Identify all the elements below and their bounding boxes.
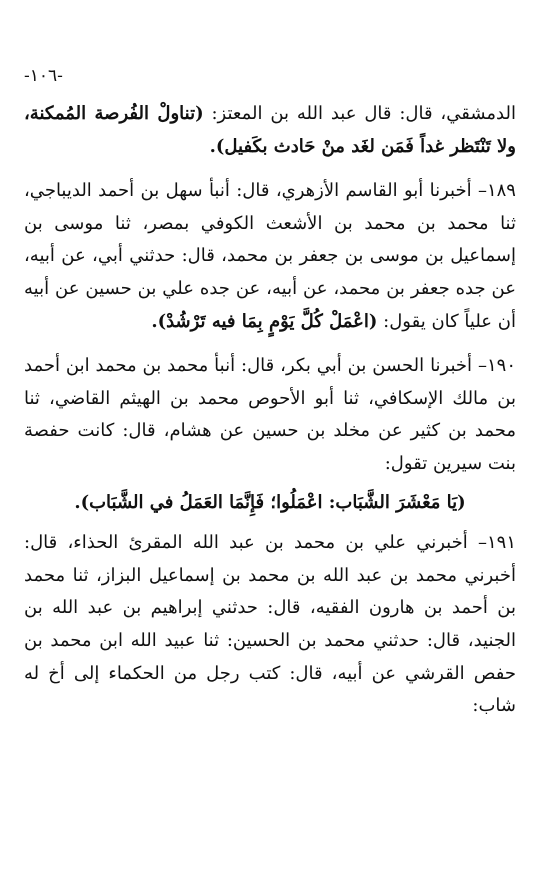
paragraph-text: الدمشقي، قال: قال عبد الله بن المعتز: [203,103,516,124]
paragraph-189 [24,175,516,338]
hadith-number: ١٩٠– [477,355,516,377]
quoted-saying: (تناولْ الفُرصة المُمكنة، ولا تَنْتَظر غداً فَمَن لغَد منْ حَادث بكَفيل). [24,103,516,157]
hadith-number: ١٩١– [477,532,516,554]
page-number: -١٠٦- [24,66,63,86]
paragraph-text: أخبرني علي بن محمد بن عبد الله المقرئ الحذاء، قال: أخبرني محمد بن عبد الله بن محمد بن إسماعيل البزاز، ثنا محمد بن أحمد بن هارون الفقيه، قال: حدثني إبراهيم بن عبد الله بن الجنيد، قال: حدثني محمد بن الحسين: ثنا عبيد الله ابن محمد بن حفص القرشي عن أبيه، قال: كتب رجل من الحكماء إلى أخ له شاب: [24,532,516,717]
quoted-saying: (اعْمَلْ كُلَّ يَوْمٍ بِمَا فيه تَرْشُدْ). [151,310,378,332]
hadith-number: ١٨٩– [477,180,516,202]
quoted-saying-line: (يَا مَعْشَرَ الشَّبَاب: اعْمَلُوا؛ فَإِنَّمَا العَمَلُ في الشَّبَاب). [74,491,466,513]
paragraph-190 [24,350,516,480]
paragraph-text: أخبرنا الحسن بن أبي بكر، قال: أنبأ محمد بن محمد ابن أحمد بن مالك الإسكافي، ثنا أبو الأحوص محمد بن الهيثم القاضي، ثنا محمد بن كثير عن مخلد بن حسين عن هشام، قال: كانت حفصة بنت سيرين تقول: [24,355,516,474]
paragraph-continuation [24,98,516,163]
paragraph-text: أخبرنا أبو القاسم الأزهري، قال: أنبأ سهل بن أحمد الديباجي، ثنا محمد بن محمد بن الأشعث الكوفي بمصر، ثنا موسى بن إسماعيل بن موسى بن جعفر بن محمد، قال: حدثني أبي، عن أبيه، عن جده جعفر بن محمد، عن أبيه، عن جده علي بن حسين عن أبيه أن علياً كان يقول: [24,180,516,332]
body-text [24,98,516,723]
paragraph-191 [24,527,516,723]
